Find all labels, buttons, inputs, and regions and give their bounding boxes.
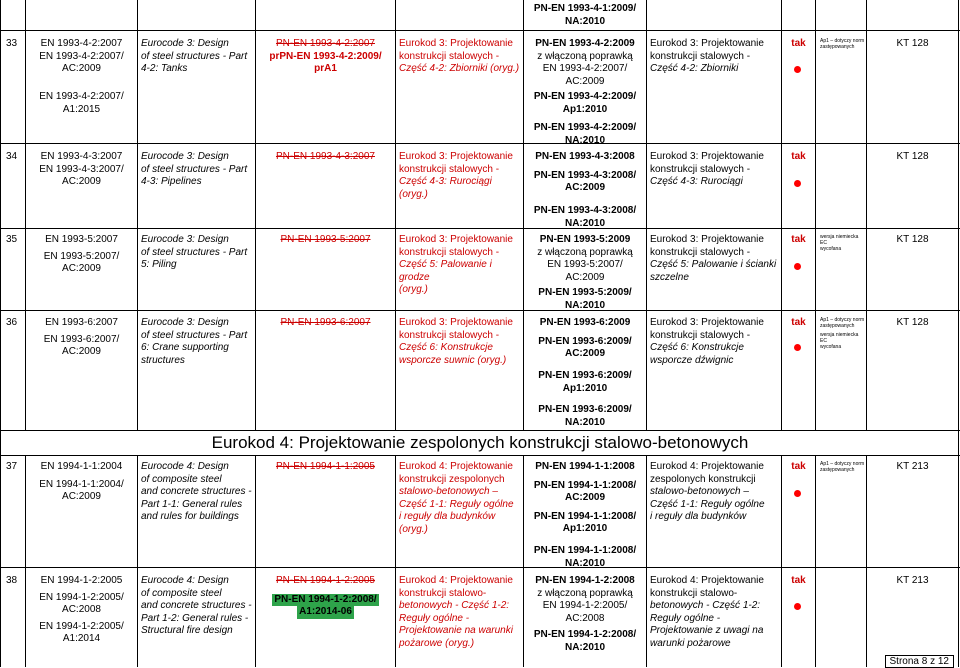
pn-new-extra bbox=[524, 370, 646, 395]
pn-new-cell bbox=[524, 151, 646, 195]
text-line: Eurokod 4: Projektowanie bbox=[650, 575, 764, 586]
norm-line: NA:2010 bbox=[564, 557, 606, 569]
norm-line: EN 1994-1-2:2005 bbox=[40, 575, 123, 586]
norm-line: Ap1:2010 bbox=[562, 382, 608, 394]
note-line: wersja niemiecka EC bbox=[820, 332, 859, 344]
pn-new-cell bbox=[524, 234, 646, 284]
norm-line: PN-EN 1993-4-2:2007 bbox=[276, 38, 375, 49]
norm-line: EN 1993-4-2:2007/ bbox=[39, 50, 124, 62]
text-line: Structural fire design bbox=[141, 625, 233, 636]
text-line: 6: Crane supporting bbox=[141, 342, 229, 353]
norm-line: AC:2009 bbox=[62, 176, 101, 187]
pn-new-extra bbox=[524, 545, 646, 570]
norm-line: PN-EN 1993-5:2009 bbox=[539, 234, 631, 245]
norm-line: A1:2014-06 bbox=[299, 606, 352, 617]
pn-old-cell bbox=[256, 38, 395, 76]
text-line: pożarowe (oryg.) bbox=[399, 637, 475, 649]
text-line: Część 4-3: Rurociągi (oryg.) bbox=[399, 176, 492, 200]
note-line: zastępowanych bbox=[820, 323, 855, 329]
norm-line: EN 1993-5:2007/ bbox=[547, 259, 623, 270]
norm-line: EN 1994-1-2:2005/ bbox=[39, 591, 124, 603]
amendment-highlight bbox=[272, 594, 378, 607]
norm-line: PN-EN 1993-5:2007 bbox=[280, 234, 371, 245]
status-tak: tak bbox=[791, 461, 806, 472]
row-divider bbox=[0, 30, 960, 31]
title-pl-new-cell bbox=[650, 38, 781, 76]
norm-line: PN-EN 1993-4-2:2009 bbox=[535, 38, 635, 49]
status-dot-icon bbox=[794, 180, 801, 187]
norm-line: PN-EN 1993-6:2009/ bbox=[538, 404, 632, 415]
title-en-cell bbox=[141, 461, 255, 524]
row-divider bbox=[0, 455, 960, 456]
pn-new-extra bbox=[524, 205, 646, 230]
text-line: Eurokod 4: Projektowanie bbox=[650, 461, 764, 472]
title-en-cell bbox=[141, 317, 255, 367]
kt-cell: KT 128 bbox=[896, 317, 929, 328]
title-pl-new-cell bbox=[650, 575, 781, 650]
title-pl-old-cell bbox=[399, 234, 523, 297]
text-line: Eurokod 3: Projektowanie bbox=[399, 234, 513, 245]
pn-new-cell bbox=[524, 38, 646, 88]
text-line: Projektowanie na warunki bbox=[399, 625, 513, 636]
text-line: Projektowanie z uwagi na bbox=[650, 625, 764, 636]
pn-new-cell bbox=[524, 461, 646, 536]
status-dot-icon bbox=[794, 66, 801, 73]
norm-line: z włączoną poprawką bbox=[537, 587, 633, 599]
note-line: Ap1 – dotyczy norm bbox=[820, 38, 865, 44]
text-line: zespolonych konstrukcji bbox=[650, 473, 756, 485]
text-line: Eurocode 3: Design bbox=[141, 234, 229, 245]
text-line: Część 4-3: Rurociągi bbox=[650, 176, 743, 187]
text-line: and concrete structures - bbox=[141, 486, 252, 497]
text-line: wsporcze suwnic (oryg.) bbox=[399, 354, 507, 366]
status-tak: tak bbox=[791, 575, 806, 586]
pn-new-extra bbox=[524, 287, 646, 312]
text-line: Eurokod 3: Projektowanie bbox=[650, 317, 764, 328]
section-title: Eurokod 4: Projektowanie zespolonych konstrukcji stalowo-betonowych bbox=[211, 433, 749, 452]
norm-line: PN-EN 1994-1-1:2008 bbox=[535, 461, 635, 472]
norm-line: AC:2009 bbox=[564, 182, 606, 193]
norm-line: EN 1993-6:2007/ bbox=[43, 333, 120, 345]
row-number: 33 bbox=[6, 38, 18, 49]
text-line: Eurokod 3: Projektowanie bbox=[650, 38, 764, 49]
text-line: betonowych - Część 1-2: bbox=[650, 600, 761, 611]
note-cell bbox=[820, 317, 866, 350]
norm-line: prA1 bbox=[314, 63, 337, 74]
norm-line: prPN-EN 1993-4-2:2009/ bbox=[269, 50, 382, 62]
text-line: konstrukcji stalowo- bbox=[650, 587, 738, 599]
note-cell bbox=[820, 461, 866, 473]
pn-old-cell bbox=[256, 151, 395, 164]
row-divider bbox=[0, 310, 960, 311]
norm-line: EN 1994-1-1:2004 bbox=[40, 461, 123, 472]
norm-line: PN-EN 1993-4-2:2009/ bbox=[533, 122, 637, 133]
kt-cell: KT 128 bbox=[896, 38, 929, 49]
text-line: Eurokod 3: Projektowanie bbox=[650, 151, 764, 162]
norm-line: z włączoną poprawką bbox=[537, 50, 633, 62]
text-line: Część 6: Konstrukcje bbox=[399, 342, 493, 353]
text-line: Część 1-1: Reguły ogólne bbox=[650, 498, 765, 510]
pn-old-cell bbox=[256, 234, 395, 247]
text-line: 5: Piling bbox=[141, 259, 177, 270]
text-line: 4-3: Pipelines bbox=[141, 176, 202, 187]
note-cell bbox=[820, 234, 866, 252]
norm-line: EN 1993-5:2007 bbox=[45, 234, 118, 245]
text-line: Part 1-2: General rules - bbox=[141, 612, 249, 624]
en-norm-cell bbox=[26, 151, 137, 189]
pn-old-cell bbox=[256, 575, 395, 619]
text-line: Eurokod 3: Projektowanie bbox=[399, 151, 513, 162]
en-norm-cell bbox=[26, 234, 137, 276]
norm-line: z włączoną poprawką bbox=[537, 246, 633, 258]
title-en-cell bbox=[141, 38, 255, 76]
page-number: Strona 8 z 12 bbox=[885, 655, 954, 668]
norm-line: EN 1993-4-3:2007 bbox=[40, 151, 123, 162]
note-line: Ap1 – dotyczy norm bbox=[820, 317, 865, 323]
norm-line: PN-EN 1993-6:2009/ bbox=[538, 335, 632, 347]
row-number: 34 bbox=[6, 151, 18, 162]
text-line: konstrukcji stalowych - bbox=[399, 50, 500, 62]
text-line: Eurocode 3: Design bbox=[141, 317, 229, 328]
norm-line: PN-EN 1993-4-3:2008/ bbox=[533, 205, 637, 216]
en-norm-cell bbox=[26, 575, 137, 646]
norm-line: AC:2008 bbox=[565, 612, 605, 624]
norm-line: EN 1993-4-3:2007/ bbox=[39, 163, 124, 175]
norm-line: PN-EN 1994-1-1:2005 bbox=[276, 461, 375, 472]
note-line: wersja niemiecka EC bbox=[820, 234, 859, 246]
text-line: konstrukcji zespolonych bbox=[399, 473, 505, 485]
text-line: betonowych - Część 1-2: bbox=[399, 600, 510, 611]
row-number: 35 bbox=[6, 234, 18, 245]
text-line: konstrukcji stalowych - bbox=[650, 163, 751, 175]
norm-line: PN-EN 1993-4-1:2009/ bbox=[533, 3, 637, 14]
text-line: Eurokod 3: Projektowanie bbox=[650, 234, 764, 245]
text-line: Eurokod 4: Projektowanie bbox=[399, 461, 513, 472]
top-norm-cell bbox=[524, 3, 646, 28]
norm-line: PN-EN 1993-6:2009 bbox=[539, 317, 631, 328]
norm-line: A1:2015 bbox=[62, 103, 101, 115]
pn-new-extra bbox=[524, 91, 646, 116]
norm-line: PN-EN 1994-1-1:2008/ bbox=[533, 545, 637, 556]
text-line: Eurokod 4: Projektowanie bbox=[399, 575, 513, 586]
note-cell bbox=[820, 38, 866, 50]
row-divider bbox=[0, 228, 960, 229]
pn-old-cell bbox=[256, 461, 395, 474]
norm-line: AC:2009 bbox=[62, 63, 101, 74]
text-line: konstrukcji stalowych - bbox=[399, 246, 500, 258]
text-line: stalowo-betonowych – bbox=[399, 486, 498, 497]
text-line: Eurokod 3: Projektowanie bbox=[399, 38, 513, 49]
text-line: szczelne bbox=[650, 271, 689, 283]
norm-line: PN-EN 1993-6:2007 bbox=[280, 317, 371, 328]
norm-line: PN-EN 1993-4-3:2007 bbox=[276, 151, 375, 162]
text-line: konstrukcji stalowych - bbox=[650, 329, 751, 341]
note-line: wycofana bbox=[820, 246, 842, 252]
text-line: i reguły dla budynków bbox=[650, 511, 747, 522]
pn-new-extra bbox=[524, 404, 646, 429]
row-number: 37 bbox=[6, 461, 18, 472]
norm-line: NA:2010 bbox=[564, 15, 606, 27]
norm-line: NA:2010 bbox=[564, 299, 606, 311]
norm-line: Ap1:2010 bbox=[562, 523, 608, 534]
norm-line: NA:2010 bbox=[564, 416, 606, 428]
pn-new-extra bbox=[524, 122, 646, 147]
text-line: Część 4-2: Zbiorniki bbox=[650, 63, 739, 74]
norm-line: PN-EN 1994-1-2:2008/ bbox=[274, 593, 377, 605]
row-divider bbox=[0, 143, 960, 144]
title-pl-old-cell bbox=[399, 38, 523, 76]
title-pl-new-cell bbox=[650, 234, 781, 284]
kt-cell: KT 128 bbox=[896, 151, 929, 162]
text-line: Part 1-1: General rules bbox=[141, 498, 243, 510]
norm-line: Ap1:2010 bbox=[562, 103, 608, 115]
title-pl-old-cell bbox=[399, 317, 523, 367]
norm-line: PN-EN 1994-1-2:2008 bbox=[535, 575, 635, 586]
title-pl-old-cell bbox=[399, 461, 523, 536]
status-tak: tak bbox=[791, 38, 806, 49]
text-line: stalowo-betonowych – bbox=[650, 486, 749, 497]
text-line: Część 4-2: Zbiorniki (oryg.) bbox=[399, 63, 520, 74]
norm-line: EN 1994-1-1:2004/ bbox=[39, 478, 124, 490]
status-tak: tak bbox=[791, 317, 806, 328]
row-number: 36 bbox=[6, 317, 18, 328]
status-dot-icon bbox=[794, 603, 801, 610]
kt-cell: KT 128 bbox=[896, 234, 929, 245]
norm-line: EN 1993-4-2:2007 bbox=[40, 38, 123, 49]
title-en-cell bbox=[141, 151, 255, 189]
title-en-cell bbox=[141, 575, 255, 638]
text-line: Eurokod 3: Projektowanie bbox=[399, 317, 513, 328]
norm-line: A1:2014 bbox=[62, 633, 101, 644]
text-line: wsporcze dźwignic bbox=[650, 354, 734, 366]
norm-line: EN 1993-4-2:2007/ bbox=[542, 63, 628, 74]
text-line: konstrukcji stalowych - bbox=[399, 163, 500, 175]
norm-line: AC:2009 bbox=[62, 346, 101, 357]
norm-line: AC:2009 bbox=[564, 348, 606, 359]
title-pl-old-cell bbox=[399, 151, 523, 201]
pn-old-cell bbox=[256, 317, 395, 330]
norm-line: PN-EN 1994-1-1:2008/ bbox=[533, 510, 637, 522]
norm-line: PN-EN 1993-5:2009/ bbox=[538, 287, 632, 298]
title-pl-new-cell bbox=[650, 151, 781, 189]
norm-line: EN 1993-5:2007/ bbox=[43, 250, 120, 262]
norm-line: AC:2009 bbox=[62, 263, 101, 274]
norm-line: AC:2009 bbox=[62, 491, 101, 502]
norm-line: PN-EN 1993-4-3:2008 bbox=[535, 151, 635, 162]
title-en-cell bbox=[141, 234, 255, 272]
en-norm-cell bbox=[26, 38, 137, 76]
norm-line: AC:2009 bbox=[565, 271, 605, 283]
text-line: Reguły ogólne - bbox=[650, 612, 721, 624]
text-line: konstrukcji stalowych - bbox=[650, 50, 751, 62]
text-line: Część 5: Palowanie i ścianki bbox=[650, 259, 777, 270]
text-line: Reguły ogólne - bbox=[399, 612, 470, 624]
text-line: konstrukcji stalowo- bbox=[399, 587, 487, 599]
status-dot-icon bbox=[794, 263, 801, 270]
norm-line: EN 1994-1-2:2005/ bbox=[542, 600, 628, 611]
text-line: and concrete structures - bbox=[141, 600, 252, 611]
row-divider bbox=[0, 567, 960, 568]
status-dot-icon bbox=[794, 490, 801, 497]
en-norm-cell bbox=[26, 461, 137, 504]
title-pl-new-cell bbox=[650, 317, 781, 367]
norm-line: PN-EN 1994-1-2:2005 bbox=[276, 575, 375, 586]
text-line: 4-2: Tanks bbox=[141, 63, 188, 74]
text-line: structures bbox=[141, 354, 185, 366]
en-norm-cell bbox=[26, 317, 137, 359]
text-line: Część 5: Palowanie i grodze bbox=[399, 259, 492, 283]
status-dot-icon bbox=[794, 344, 801, 351]
text-line: konstrukcji stalowych - bbox=[399, 329, 500, 341]
title-pl-old-cell bbox=[399, 575, 523, 650]
text-line: i reguły dla budynków (oryg.) bbox=[399, 511, 496, 535]
text-line: Eurocode 4: Design bbox=[141, 575, 229, 586]
text-line: of composite steel bbox=[141, 587, 222, 599]
norm-line: PN-EN 1994-1-1:2008/ bbox=[533, 479, 637, 491]
norm-line: EN 1993-6:2007 bbox=[45, 317, 118, 328]
norm-line: EN 1993-4-2:2007/ bbox=[39, 91, 124, 102]
norm-line: AC:2009 bbox=[565, 75, 605, 87]
text-line: Część 6: Konstrukcje bbox=[650, 342, 744, 353]
norm-line: EN 1994-1-2:2005/ bbox=[39, 620, 124, 632]
text-line: konstrukcji stalowych - bbox=[650, 246, 751, 258]
norm-line: NA:2010 bbox=[564, 217, 606, 229]
amendment-highlight bbox=[297, 606, 354, 619]
en-norm-extra bbox=[26, 91, 137, 116]
note-line: Ap1 – dotyczy norm bbox=[820, 461, 865, 467]
status-tak: tak bbox=[791, 234, 806, 245]
note-line: wycofana bbox=[820, 344, 842, 350]
norm-line: NA:2010 bbox=[564, 134, 606, 146]
norm-line: PN-EN 1993-4-2:2009/ bbox=[533, 91, 637, 102]
kt-cell: KT 213 bbox=[896, 461, 929, 472]
note-line: zastępowanych bbox=[820, 44, 855, 50]
norm-line: PN-EN 1993-6:2009/ bbox=[538, 370, 632, 381]
norm-line: AC:2009 bbox=[564, 492, 606, 503]
status-tak: tak bbox=[791, 151, 806, 162]
text-line: and rules for buildings bbox=[141, 511, 239, 522]
row-number: 38 bbox=[6, 575, 18, 586]
text-line: of steel structures - Part bbox=[141, 163, 248, 175]
norm-line: PN-EN 1993-4-3:2008/ bbox=[533, 169, 637, 181]
text-line: Eurocode 3: Design bbox=[141, 151, 229, 162]
text-line: Część 1-1: Reguły ogólne bbox=[399, 498, 514, 510]
norm-line: AC:2008 bbox=[62, 604, 101, 615]
text-line: of steel structures - Part bbox=[141, 246, 248, 258]
text-line: Eurocode 4: Design bbox=[141, 461, 229, 472]
text-line: (oryg.) bbox=[399, 284, 428, 295]
pn-new-cell bbox=[524, 575, 646, 654]
text-line: warunki pożarowe bbox=[650, 637, 731, 649]
text-line: of steel structures - Part bbox=[141, 50, 248, 62]
norm-line: PN-EN 1994-1-2:2008/ bbox=[533, 629, 637, 640]
text-line: of steel structures - Part bbox=[141, 329, 248, 341]
text-line: Eurocode 3: Design bbox=[141, 38, 229, 49]
text-line: of composite steel bbox=[141, 473, 222, 485]
title-pl-new-cell bbox=[650, 461, 781, 524]
note-line: zastępowanych bbox=[820, 467, 855, 473]
norm-line: NA:2010 bbox=[564, 641, 606, 653]
kt-cell: KT 213 bbox=[896, 575, 929, 586]
pn-new-cell bbox=[524, 317, 646, 361]
